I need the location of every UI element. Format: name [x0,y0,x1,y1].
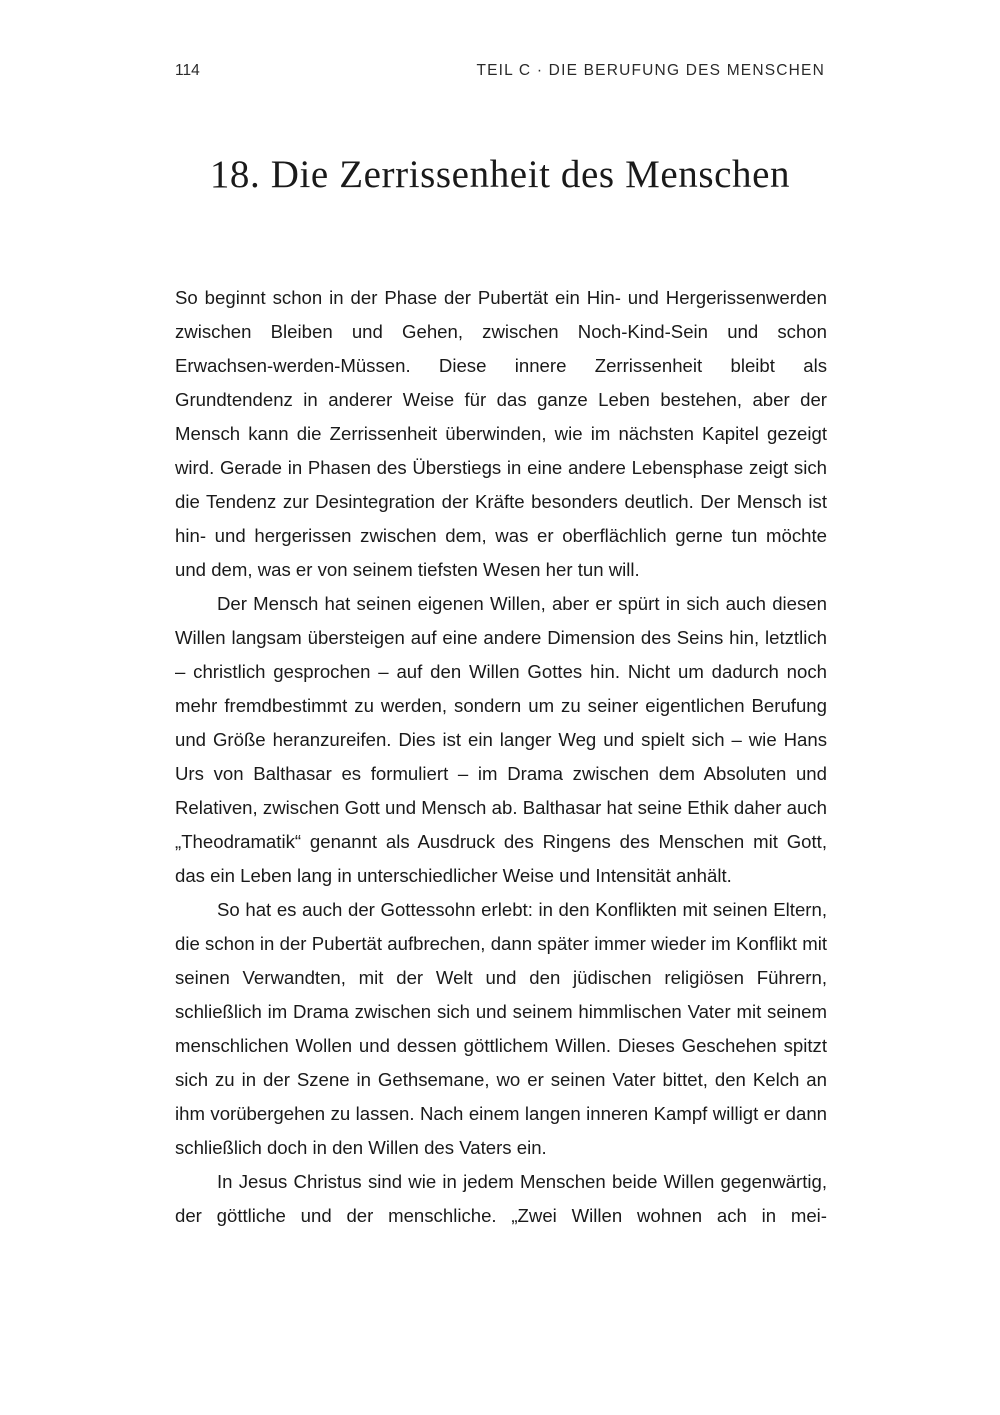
running-head: TEIL C · DIE BERUFUNG DES MENSCHEN [476,62,825,79]
body-text [175,281,827,1233]
paragraph: So hat es auch der Gottessohn erlebt: in den Konflikten mit seinen Eltern, die schon in der Pubertät aufbrechen, dann später immer wieder im Konflikt mit seinen Verwandten, mit der Welt und den jüdischen religiösen Führern, schließlich im Drama zwischen sich und seinem himmlischen Vater mit seinem menschlichen Wollen und dessen göttlichem Willen. Dieses Geschehen spitzt sich zu in der Szene in Gethsemane, wo er seinen Vater bittet, den Kelch an ihm vorübergehen zu lassen. Nach einem langen inneren Kampf willigt er dann schließlich doch in den Willen des Vaters ein. [175,899,827,1158]
paragraph: In Jesus Christus sind wie in jedem Menschen beide Willen gegenwärtig, der göttliche und der menschliche. „Zwei Willen wohnen ach in mei- [175,1171,827,1226]
page-header [175,62,825,86]
paragraph: Der Mensch hat seinen eigenen Willen, aber er spürt in sich auch diesen Willen langsam übersteigen auf eine andere Dimension des Seins hin, letztlich – christlich gesprochen – auf den Willen Gottes hin. Nicht um dadurch noch mehr fremdbestimmt zu werden, sondern um zu seiner eigentlichen Berufung und Größe heranzureifen. Dies ist ein langer Weg und spielt sich – wie Hans Urs von Balthasar es formuliert – im Drama zwischen dem Absoluten und Relativen, zwischen Gott und Mensch ab. Balthasar hat seine Ethik daher auch „Theodramatik“ genannt als Ausdruck des Ringens des Menschen mit Gott, das ein Leben lang in unterschiedlicher Weise und Intensität anhält. [175,593,827,886]
paragraph: So beginnt schon in der Phase der Pubertät ein Hin- und Hergerissenwerden zwischen Bleiben und Gehen, zwischen Noch-Kind-Sein und schon Erwachsen-werden-Müssen. Diese innere Zerrissenheit bleibt als Grundtendenz in anderer Weise für das ganze Leben bestehen, aber der Mensch kann die Zerrissenheit überwinden, wie im nächsten Kapitel gezeigt wird. Gerade in Phasen des Überstiegs in eine andere Lebensphase zeigt sich die Tendenz zur Desintegration der Kräfte besonders deutlich. Der Mensch ist hin- und hergerissen zwischen dem, was er oberflächlich gerne tun möchte und dem, was er von seinem tiefsten Wesen her tun will. [175,287,827,580]
page-number: 114 [175,62,200,79]
chapter-title: 18. Die Zerrissenheit des Menschen [209,153,791,196]
